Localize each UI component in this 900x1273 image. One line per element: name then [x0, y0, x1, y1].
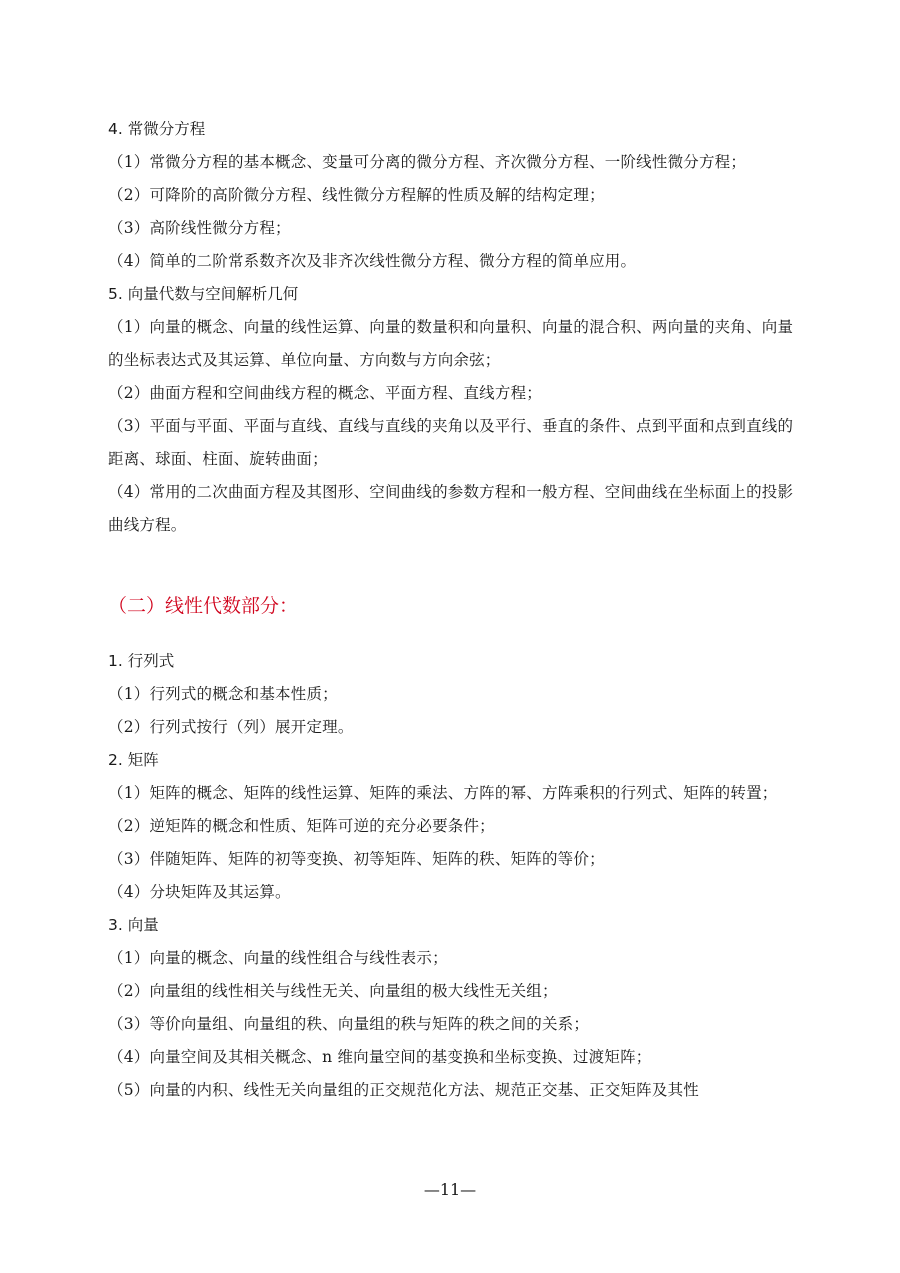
topic-item: （2）曲面方程和空间曲线方程的概念、平面方程、直线方程； — [108, 384, 542, 402]
topic-item: （4）简单的二阶常系数齐次及非齐次线性微分方程、微分方程的简单应用。 — [108, 252, 637, 270]
topic-heading: 5. 向量代数与空间解析几何 — [108, 285, 299, 303]
topic-item: （5）向量的内积、线性无关向量组的正交规范化方法、规范正交基、正交矩阵及其性 — [108, 1081, 699, 1099]
topic-determinant — [108, 645, 798, 744]
topic-item: （1）向量的概念、向量的线性组合与线性表示； — [108, 949, 448, 967]
topic-heading: 2. 矩阵 — [108, 751, 159, 769]
topic-item: （4）向量空间及其相关概念、n 维向量空间的基变换和坐标变换、过渡矩阵； — [108, 1048, 652, 1066]
topic-item: （3）平面与平面、平面与直线、直线与直线的夹角以及平行、垂直的条件、点到平面和点到直线的距离、球面、柱面、旋转曲面； — [108, 417, 794, 468]
topic-item: （1）行列式的概念和基本性质； — [108, 685, 338, 703]
section-title: （二）线性代数部分： — [108, 595, 299, 617]
topic-heading: 3. 向量 — [108, 916, 159, 934]
topic-item: （2）向量组的线性相关与线性无关、向量组的极大线性无关组； — [108, 982, 558, 1000]
topic-vector — [108, 909, 798, 1107]
topic-item: （1）矩阵的概念、矩阵的线性运算、矩阵的乘法、方阵的幂、方阵乘积的行列式、矩阵的转置； — [108, 784, 778, 802]
topic-heading: 4. 常微分方程 — [108, 120, 206, 138]
topic-item: （3）等价向量组、向量组的秩、向量组的秩与矩阵的秩之间的关系； — [108, 1015, 590, 1033]
topic-item: （4）分块矩阵及其运算。 — [108, 883, 291, 901]
topic-item: （4）常用的二次曲面方程及其图形、空间曲线的参数方程和一般方程、空间曲线在坐标面上的投影曲线方程。 — [108, 483, 794, 534]
topic-matrix — [108, 744, 798, 909]
topic-heading: 1. 行列式 — [108, 652, 175, 670]
topic-item: （2）可降阶的高阶微分方程、线性微分方程解的性质及解的结构定理； — [108, 186, 605, 204]
topic-item: （3）高阶线性微分方程； — [108, 219, 291, 237]
topic-item: （2）逆矩阵的概念和性质、矩阵可逆的充分必要条件； — [108, 817, 495, 835]
topic-ode — [108, 113, 798, 278]
topic-vector-algebra — [108, 278, 798, 542]
page-number: —11— — [423, 1180, 477, 1199]
topic-item: （1）向量的概念、向量的线性运算、向量的数量积和向量积、向量的混合积、两向量的夹角、向量的坐标表达式及其运算、单位向量、方向数与方向余弦； — [108, 318, 794, 369]
page-content — [108, 113, 798, 1107]
topic-item: （3）伴随矩阵、矩阵的初等变换、初等矩阵、矩阵的秩、矩阵的等价； — [108, 850, 605, 868]
topic-item: （2）行列式按行（列）展开定理。 — [108, 718, 354, 736]
topic-item: （1）常微分方程的基本概念、变量可分离的微分方程、齐次微分方程、一阶线性微分方程； — [108, 153, 747, 171]
